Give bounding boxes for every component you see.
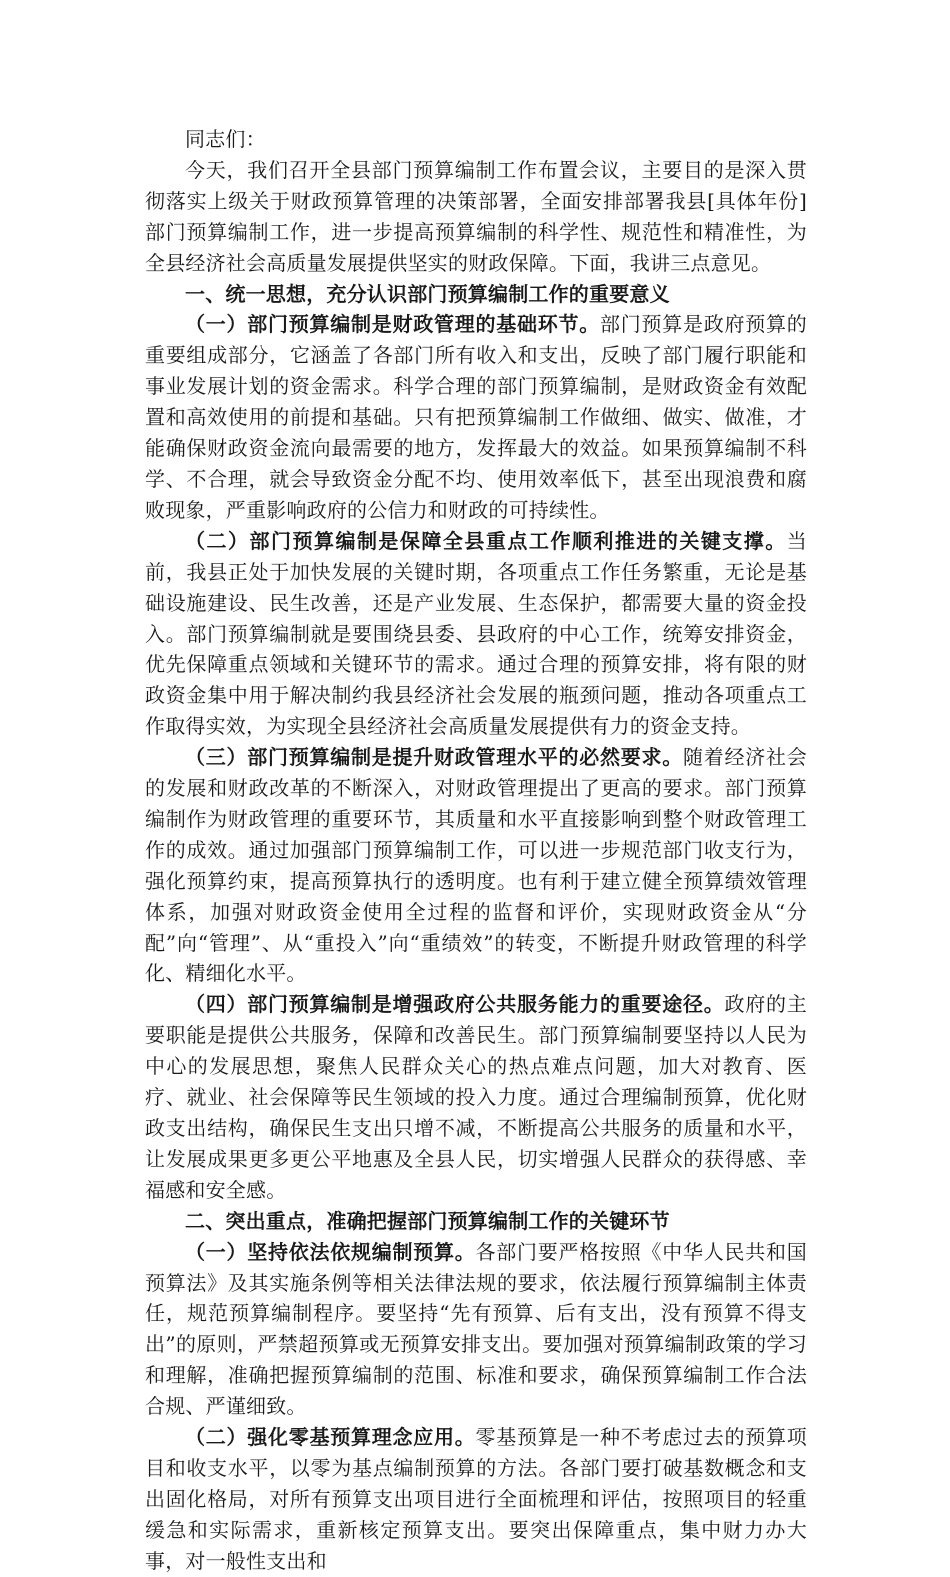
- item-lead: （一）部门预算编制是财政管理的基础环节。: [185, 312, 601, 337]
- section-1-item-2: [145, 526, 807, 742]
- item-body: 随着经济社会的发展和财政改革的不断深入，对财政管理提出了更高的要求。部门预算编制作为财政管理的重要环节，其质量和水平直接影响到整个财政管理工作的成效。通过加强部门预算编制工作，可以进一步规范部门收支行为，强化预算约束，提高预算执行的透明度。也有利于建立健全预算绩效管理体系，加强对财政资金使用全过程的监督和评价，实现财政资金从“分配”向“管理”、从“重投入”向“重绩效”的转变，不断提升财政管理的科学化、精细化水平。: [145, 745, 807, 986]
- section-1-item-1: [145, 309, 807, 525]
- item-lead: （四）部门预算编制是增强政府公共服务能力的重要途径。: [185, 992, 725, 1017]
- item-body: 部门预算是政府预算的重要组成部分，它涵盖了各部门所有收入和支出，反映了部门履行职能和事业发展计划的资金需求。科学合理的部门预算编制，是财政资金有效配置和高效使用的前提和基础。只有把预算编制工作做细、做实、做准，才能确保财政资金流向最需要的地方，发挥最大的效益。如果预算编制不科学、不合理，就会导致资金分配不均、使用效率低下，甚至出现浪费和腐败现象，严重影响政府的公信力和财政的可持续性。: [145, 312, 808, 522]
- item-body: 政府的主要职能是提供公共服务，保障和改善民生。部门预算编制要坚持以人民为中心的发展思想，聚焦人民群众关心的热点难点问题，加大对教育、医疗、就业、社会保障等民生领域的投入力度。通过合理编制预算，优化财政支出结构，确保民生支出只增不减，不断提高公共服务的质量和水平，让发展成果更多更公平地惠及全县人民，切实增强人民群众的获得感、幸福感和安全感。: [145, 992, 807, 1202]
- item-body: 零基预算是一种不考虑过去的预算项目和收支水平，以零为基点编制预算的方法。各部门要打破基数概念和支出固化格局，对所有预算支出项目进行全面梳理和评估，按照项目的轻重缓急和实际需求，重新核定预算支出。要突出保障重点，集中财力办大事，对一般性支出和: [145, 1425, 807, 1573]
- item-lead: （二）强化零基预算理念应用。: [185, 1425, 476, 1450]
- section-2-item-2: [145, 1422, 807, 1577]
- section-2-heading: 二、突出重点，准确把握部门预算编制工作的关键环节: [185, 1208, 670, 1233]
- salutation: 同志们：: [185, 127, 266, 151]
- section-1-heading: 一、统一思想，充分认识部门预算编制工作的重要意义: [185, 281, 670, 306]
- item-body: 当前，我县正处于加快发展的关键时期，各项重点工作任务繁重，无论是基础设施建设、民生改善，还是产业发展、生态保护，都需要大量的资金投入。部门预算编制就是要围绕县委、县政府的中心工作，统筹安排资金，优先保障重点领域和关键环节的需求。通过合理的预算安排，将有限的财政资金集中用于解决制约我县经济社会发展的瓶颈问题，推动各项重点工作取得实效，为实现全县经济社会高质量发展提供有力的资金支持。: [145, 528, 807, 739]
- item-lead: （二）部门预算编制是保障全县重点工作顺利推进的关键支撑。: [185, 528, 787, 553]
- item-lead: （一）坚持依法依规编制预算。: [185, 1239, 476, 1264]
- section-1-item-4: [145, 989, 807, 1205]
- section-1-item-3: [145, 742, 807, 989]
- intro-paragraph: 今天，我们召开全县部门预算编制工作布置会议，主要目的是深入贯彻落实上级关于财政预算管理的决策部署，全面安排部署我县[具体年份]部门预算编制工作，进一步提高预算编制的科学性、规范性和精准性，为全县经济社会高质量发展提供坚实的财政保障。下面，我讲三点意见。: [145, 157, 807, 275]
- document-page: [145, 124, 807, 1577]
- item-body: 各部门要严格按照《中华人民共和国预算法》及其实施条例等相关法律法规的要求，依法履行预算编制主体责任，规范预算编制程序。要坚持“先有预算、后有支出，没有预算不得支出”的原则，严禁超预算或无预算安排支出。要加强对预算编制政策的学习和理解，准确把握预算编制的范围、标准和要求，确保预算编制工作合法合规、严谨细致。: [145, 1239, 807, 1419]
- item-lead: （三）部门预算编制是提升财政管理水平的必然要求。: [185, 745, 684, 770]
- section-2-item-1: [145, 1237, 807, 1422]
